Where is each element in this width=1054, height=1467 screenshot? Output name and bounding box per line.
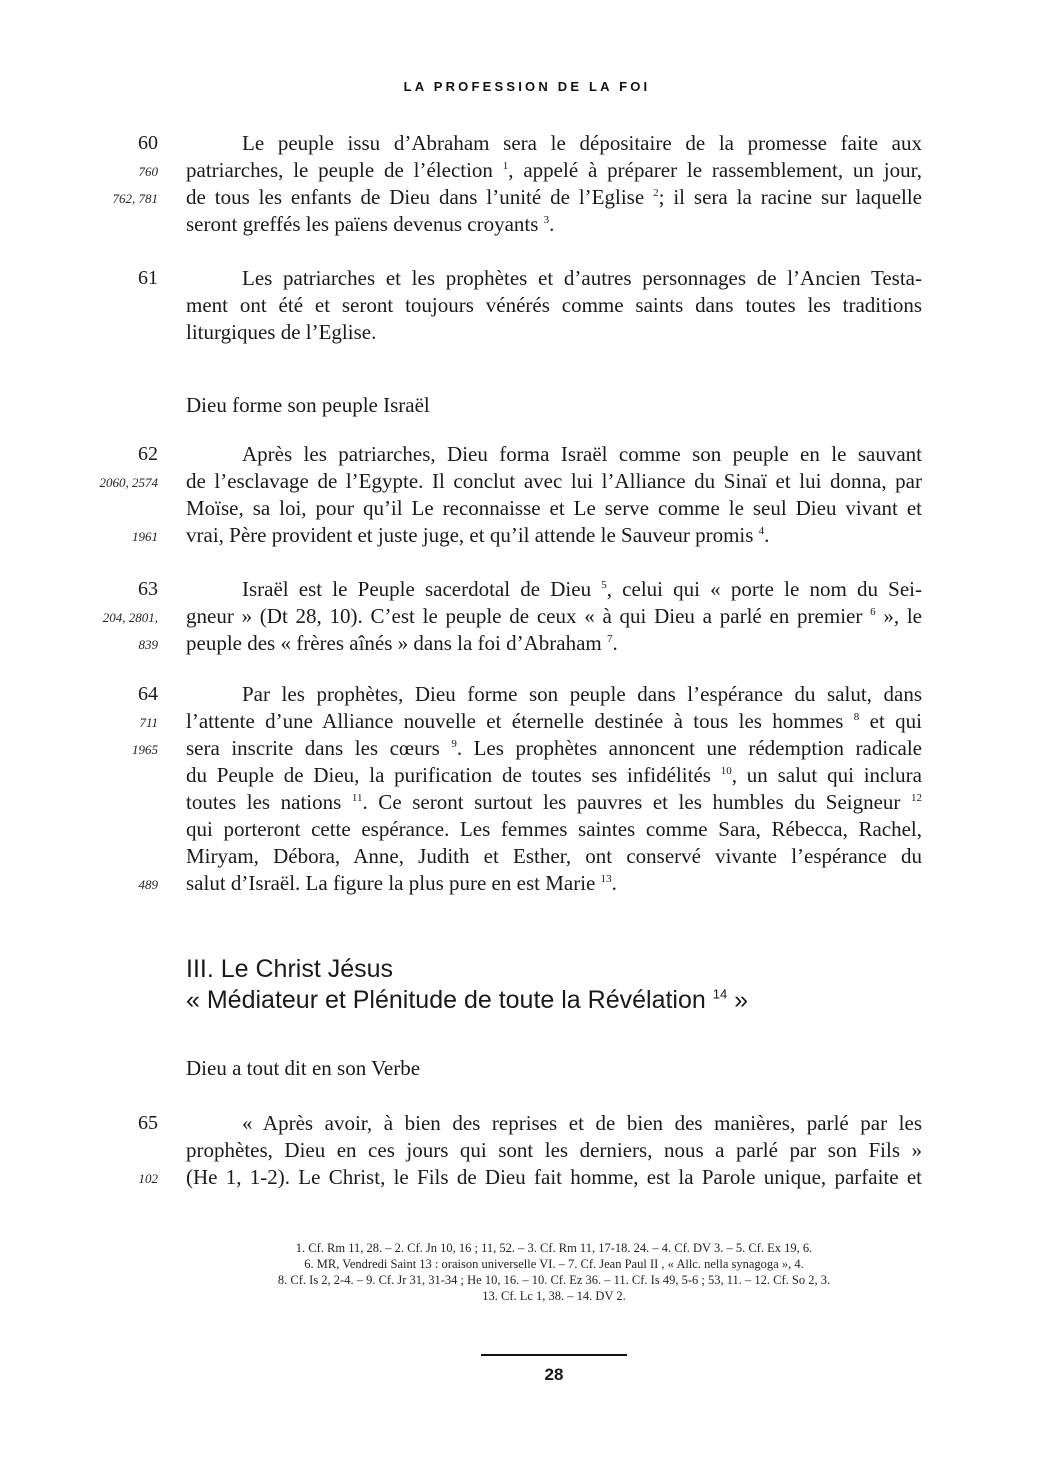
paragraph-65 [0, 1110, 1054, 1191]
text-line: l’attente d’une Alliance nouvelle et éternelle destinée à tous les hommes $^8$ et qui [186, 709, 922, 733]
cross-reference: 839 [138, 637, 158, 652]
cross-reference: 489 [138, 877, 158, 892]
paragraph-64 [0, 681, 1054, 897]
page-number: 28 [544, 1365, 564, 1384]
text-line: Les patriarches et les prophètes et d’autres personnages de l’Ancien Testa- [242, 266, 922, 290]
text-line: toutes les nations $^{11}$. Ce seront surtout les pauvres et les humbles du Seigneur $^{12}$ [186, 790, 922, 814]
cross-reference: 760 [138, 164, 158, 179]
footer-rule [481, 1354, 627, 1356]
footnote-mark: 12 [911, 792, 922, 804]
footnote-mark: 7 [607, 633, 613, 645]
subsection-heading: Dieu forme son peuple Israël [186, 393, 430, 417]
text-line: liturgiques de l’Eglise. [186, 320, 377, 344]
footnote-line: 8. Cf. Is 2, 2-4. – 9. Cf. Jr 31, 31-34 ; He 10, 16. – 10. Cf. Ez 36. – 11. Cf. Is 49, 5-6 ; 53, 11. – 12. Cf. So 2, 3. [277, 1273, 831, 1287]
text-line: Le peuple issu d’Abraham sera le dépositaire de la promesse faite aux [242, 131, 922, 155]
footnote-line: 1. Cf. Rm 11, 28. – 2. Cf. Jn 10, 16 ; 11, 52. – 3. Cf. Rm 11, 17-18. 24. – 4. Cf. DV 3. – 5. Cf. Ex 19, 6. [295, 1241, 813, 1255]
paragraph-60 [0, 130, 1054, 238]
text-line: Après les patriarches, Dieu forma Israël comme son peuple en le sauvant [242, 442, 922, 466]
footnote-mark: 8 [853, 711, 860, 723]
footnote-mark: 6 [870, 606, 876, 618]
cross-reference: 762, 781 [112, 191, 158, 206]
cross-reference: 204, 2801, [102, 610, 158, 625]
text-line: qui porteront cette espérance. Les femmes saintes comme Sara, Rébecca, Rachel, [186, 817, 922, 841]
footnote-mark: 1 [502, 160, 509, 172]
text-line: du Peuple de Dieu, la purification de toutes ses infidélités $^{10}$, un salut qui inclura [186, 763, 922, 787]
section-heading-line-1: III. Le Christ Jésus [186, 955, 394, 983]
paragraph-number: 63 [138, 578, 158, 600]
text-line: prophètes, Dieu en ces jours qui sont les derniers, nous a parlé par son Fils » [186, 1138, 922, 1162]
text-line: de tous les enfants de Dieu dans l’unité de l’Eglise $^2$; il sera la racine sur laquelle [186, 185, 923, 209]
paragraph-62 [0, 441, 1054, 549]
footnote-mark: 10 [720, 765, 732, 777]
text-line: gneur » (Dt 28, 10). C’est le peuple de ceux « à qui Dieu a parlé en premier $^6$ », le [186, 604, 922, 628]
footnote-line: 6. MR, Vendredi Saint 13 : oraison universelle VI. – 7. Cf. Jean Paul II , « Allc. nella synagoga », 4. [304, 1257, 804, 1271]
text-line: seront greffés les païens devenus croyants $^3$. [186, 212, 555, 236]
cross-reference: 711 [139, 715, 158, 730]
paragraph-number: 61 [138, 267, 158, 289]
footnote-mark: 11 [351, 792, 363, 804]
text-line: peuple des « frères aînés » dans la foi d’Abraham $^7$. [186, 631, 618, 655]
text-line: « Après avoir, à bien des reprises et de bien des manières, parlé par les [242, 1111, 922, 1135]
paragraph-61 [0, 265, 1054, 346]
text-line: vrai, Père provident et juste juge, et qu’il attende le Sauveur promis $^4$. [186, 523, 770, 547]
section-heading-line-2: « Médiateur et Plénitude de toute la Révélation $^{14}$ » [186, 986, 749, 1014]
cross-reference: 102 [138, 1171, 158, 1186]
text-line: de l’esclavage de l’Egypte. Il conclut avec lui l’Alliance du Sinaï et lui donna, par [186, 469, 922, 493]
paragraph-number: 62 [138, 443, 158, 465]
running-head: LA PROFESSION DE LA FOI [403, 79, 651, 94]
footnotes [186, 1240, 922, 1304]
paragraph-number: 65 [138, 1112, 158, 1134]
text-line: patriarches, le peuple de l’élection $^1$, appelé à préparer le rassemblement, un jour, [186, 158, 922, 182]
text-line: (He 1, 1-2). Le Christ, le Fils de Dieu fait homme, est la Parole unique, parfaite et [186, 1165, 922, 1189]
footnote-mark: 2 [653, 187, 659, 199]
footnote-line: 13. Cf. Lc 1, 38. – 14. DV 2. [482, 1289, 626, 1303]
text-line: Israël est le Peuple sacerdotal de Dieu $^5$, celui qui « porte le nom du Sei- [242, 577, 922, 601]
paragraph-63 [0, 576, 1054, 657]
cross-reference: 1965 [132, 742, 158, 757]
footnote-mark: 13 [600, 873, 612, 885]
text-line: ment ont été et seront toujours vénérés comme saints dans toutes les traditions [186, 293, 922, 317]
footnote-mark: 14 [712, 986, 728, 1002]
text-line: Par les prophètes, Dieu forme son peuple dans l’espérance du salut, dans [242, 682, 922, 706]
text-line: sera inscrite dans les cœurs $^9$. Les prophètes annoncent une rédemption radicale [186, 736, 922, 760]
text-line: Miryam, Débora, Anne, Judith et Esther, ont conservé vivante l’espérance du [186, 844, 922, 868]
cross-reference: 2060, 2574 [99, 475, 158, 490]
cross-reference: 1961 [132, 529, 158, 544]
paragraph-number: 64 [138, 683, 158, 705]
footnote-mark: 9 [451, 738, 457, 750]
footnote-mark: 4 [758, 525, 765, 537]
text-line: salut d’Israël. La figure la plus pure en est Marie $^{13}$. [186, 871, 617, 895]
subsection-heading: Dieu a tout dit en son Verbe [186, 1056, 421, 1080]
paragraph-number: 60 [138, 132, 158, 154]
footnote-mark: 3 [543, 214, 550, 226]
footnote-mark: 5 [601, 579, 607, 591]
text-line: Moïse, sa loi, pour qu’il Le reconnaisse et Le serve comme le seul Dieu vivant et [186, 496, 922, 520]
